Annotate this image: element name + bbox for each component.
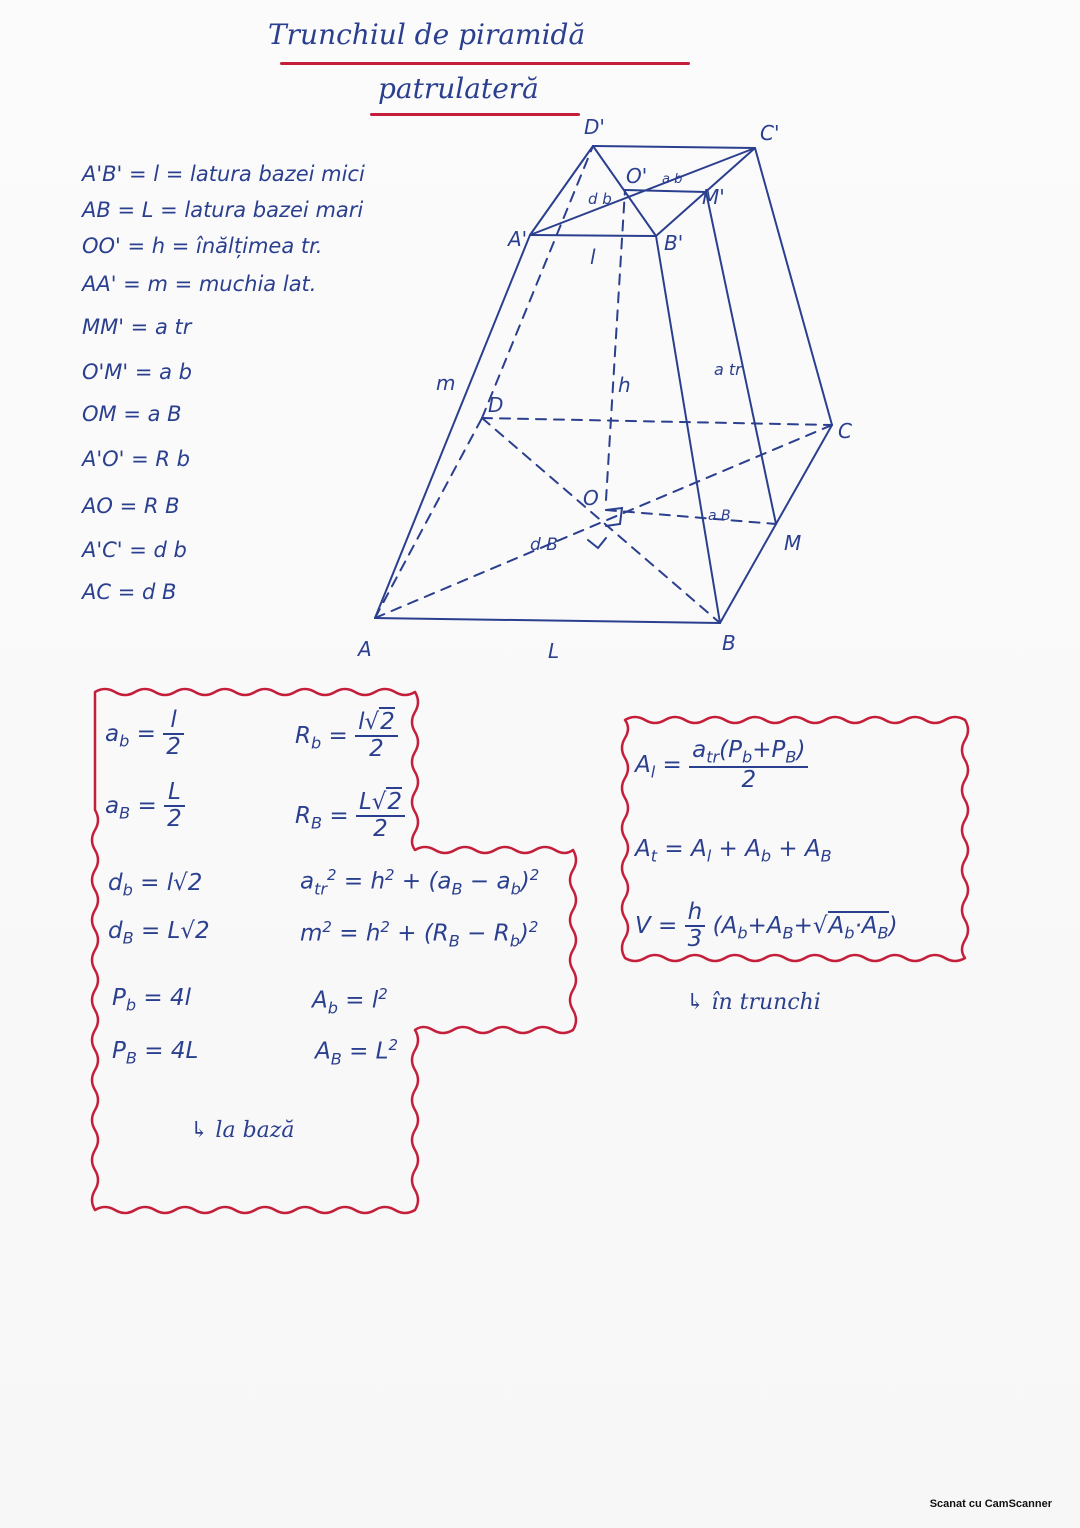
formula-Rb: $R_b$ = $\frac{l√2}{2}$ (295, 710, 398, 763)
label-A1: A' (508, 227, 528, 251)
label-db: d b (588, 190, 612, 208)
label-aB: a B (708, 508, 731, 524)
label-O: O (583, 486, 599, 510)
label-B1: B' (664, 231, 684, 255)
label-M: M (784, 531, 802, 555)
definition-line: AB = L = latura bazei mari (82, 198, 364, 222)
definition-line: MM' = a tr (82, 315, 192, 339)
definition-line: AO = R B (82, 494, 180, 518)
definition-line: O'M' = a b (82, 360, 193, 384)
scanner-watermark: Scanat cu CamScanner (929, 1498, 1052, 1510)
formula-aB: $a_B$ = $\frac{L}{2}$ (105, 780, 185, 833)
note-at-base: ↳ la bază (190, 1118, 295, 1143)
definition-line: OM = a B (82, 402, 182, 426)
label-C1: C' (760, 121, 780, 145)
label-ab: a b (662, 172, 683, 187)
label-h: h (618, 373, 631, 397)
definition-line: A'C' = d b (82, 538, 187, 562)
formula-PB: $P_B = 4L$ (112, 1038, 199, 1068)
formula-Ab: $A_b = l^2$ (312, 985, 388, 1018)
formula-lateral-area: $A_l$ = $\frac{a_{tr}(P_b+P_B)}{2}$ (635, 738, 808, 794)
label-atr: a tr (714, 360, 742, 379)
formula-db: $d_b = l√2$ (108, 870, 203, 900)
label-O1: O' (626, 164, 648, 188)
formula-Pb: $P_b = 4l$ (112, 985, 192, 1015)
label-m: m (436, 371, 456, 395)
formula-RB: $R_B$ = $\frac{L√2}{2}$ (295, 790, 405, 843)
label-M1: M' (702, 185, 725, 209)
title-line-2: patrulateră (378, 72, 539, 105)
label-D: D (488, 393, 504, 417)
formula-volume: V = $\frac{h}{3}$ $(A_b+A_B+√A_b\cdot A_B)$ (635, 899, 898, 953)
formula-total-area: $A_t = A_l + A_b + A_B$ (635, 836, 832, 866)
definition-line: AA' = m = muchia lat. (82, 272, 317, 296)
label-l: l (590, 245, 596, 269)
label-B: B (722, 631, 736, 655)
definition-line: A'O' = R b (82, 447, 190, 471)
label-A: A (358, 637, 372, 661)
title-line-1: Trunchiul de piramidă (268, 18, 586, 51)
formula-AB: $A_B = L^2$ (315, 1036, 399, 1069)
definition-line: AC = d B (82, 580, 177, 604)
label-L: L (548, 639, 560, 663)
label-D1: D' (584, 115, 605, 139)
formula-ab: $a_b$ = $\frac{l}{2}$ (105, 708, 184, 761)
label-C: C (838, 419, 852, 443)
formula-atr-squared: $a_{tr}^2 = h^2 + (a_B - a_b)^2$ (300, 866, 540, 899)
formula-dB: $d_B = L√2$ (108, 918, 210, 948)
note-in-frustum: ↳ în trunchi (686, 990, 821, 1015)
definition-line: A'B' = l = latura bazei mici (82, 162, 365, 186)
formula-m-squared: $m^2 = h^2 + (R_B - R_b)^2$ (300, 918, 539, 951)
definition-line: OO' = h = înălțimea tr. (82, 234, 323, 258)
label-dB: d B (530, 535, 558, 555)
